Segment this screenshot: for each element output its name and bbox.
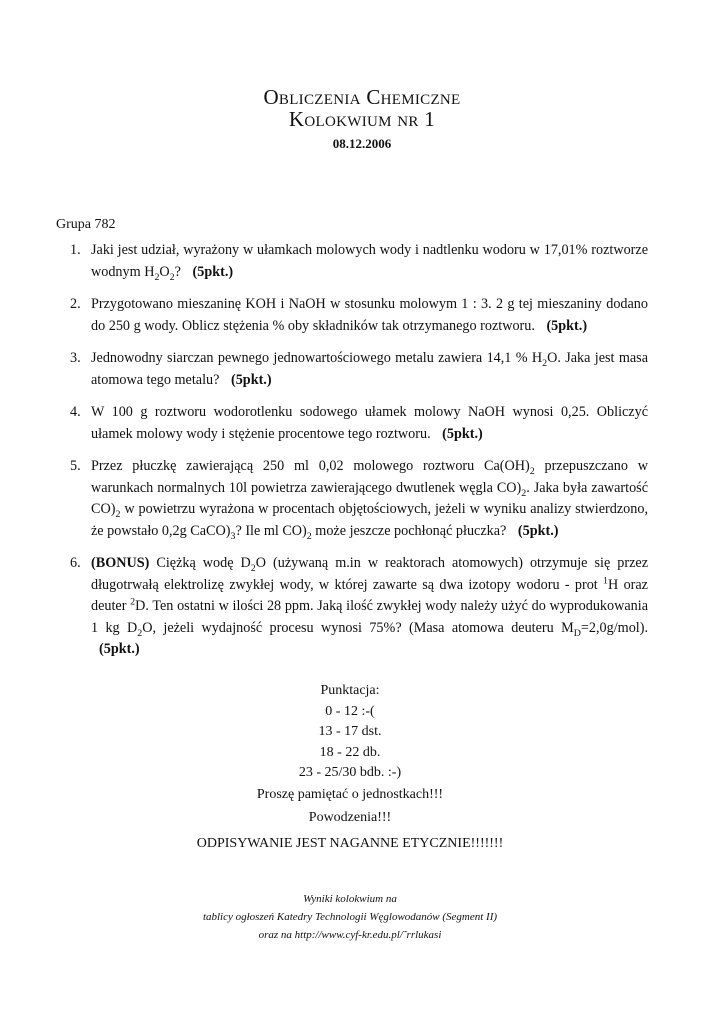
problem-5	[56, 456, 648, 542]
problem-text: . Jaka była zawartość CO)	[91, 479, 648, 517]
problem-number: 2.	[70, 296, 81, 312]
points-label: (5pkt.)	[192, 263, 234, 280]
problem-number: 3.	[70, 350, 81, 366]
footer-line: tablicy ogłoszeń Katedry Technologii Węglowodanów (Segment II)	[202, 911, 498, 923]
problem-number: 4.	[70, 404, 81, 420]
points-label: (5pkt.)	[99, 641, 140, 657]
problem-text: Jaki jest udział, wyrażony w ułamkach molowych wody i nadtlenku wodoru w 17,01% roztworze wodnym H	[91, 242, 648, 280]
problem-text: Ciężką wodę D	[149, 555, 251, 571]
problem-number: 5.	[70, 458, 81, 474]
results-footer	[0, 890, 700, 944]
problem-text: H oraz deuter	[91, 576, 648, 614]
problem-4	[56, 402, 648, 445]
problem-number: 6.	[70, 555, 81, 571]
scoring-line: 13 - 17 dst.	[318, 724, 382, 739]
subscript: 2	[154, 271, 160, 283]
group-label: Grupa 782	[56, 217, 116, 232]
points-label: (5pkt.)	[230, 371, 272, 388]
superscript: 1	[603, 574, 609, 586]
superscript: 2	[130, 596, 136, 608]
problem-text: O. Jaka jest masa atomowa tego metalu?	[91, 350, 648, 388]
scoring-line: 23 - 25/30 bdb. :-)	[298, 765, 402, 780]
exam-date: 08.12.2006	[332, 136, 392, 151]
problem-text: ?	[174, 263, 181, 280]
problem-1	[56, 240, 648, 283]
problem-text: Przygotowano mieszaninę KOH i NaOH w stosunku molowym 1 : 3. 2 g tej mieszaniny dodano do 250 g wody. Oblicz stężenia % oby składników tak otrzymanego roztworu.	[91, 296, 648, 334]
units-reminder: Proszę pamiętać o jednostkach!!!	[256, 787, 444, 802]
subscript: 2	[529, 465, 535, 477]
problem-text: ? Ile ml CO)	[235, 522, 307, 539]
footer-line: Wyniki kolokwium na	[303, 893, 397, 905]
scoring-section	[0, 681, 700, 784]
subscript: 2	[137, 627, 143, 639]
problem-text: Jednowodny siarczan pewnego jednowartościowego metalu zawiera 14,1 % H	[91, 350, 543, 366]
points-label: (5pkt.)	[517, 522, 559, 539]
problem-text: Przez płuczkę zawierającą 250 ml 0,02 molowego roztworu Ca(OH)	[91, 458, 530, 474]
subscript: 3	[230, 530, 236, 542]
problem-text: przepuszczano w warunkach normalnych 10l powietrza zawierającego dwutlenek węgla CO)	[91, 458, 648, 496]
problem-text: =2,0g/mol).	[580, 619, 649, 636]
exam-title: Kolokwium nr 1	[288, 107, 436, 131]
problem-text: O	[159, 263, 170, 280]
good-luck-message: Powodzenia!!!	[308, 810, 392, 825]
problem-text: D. Ten ostatni w ilości 28 ppm. Jaką ilość zwykłej wody należy użyć do wyprodukowania 1 kg D	[91, 598, 648, 636]
cheating-warning: ODPISYWANIE JEST NAGANNE ETYCZNIE!!!!!!!	[196, 836, 504, 851]
scoring-line: 18 - 22 db.	[319, 744, 381, 760]
subscript: 2	[169, 271, 175, 283]
footer-line: oraz na http://www.cyf-kr.edu.pl/˜rrlukasi	[258, 929, 442, 941]
course-title: Obliczenia Chemiczne	[263, 85, 461, 109]
points-label: (5pkt.)	[546, 317, 588, 334]
problem-list	[56, 240, 648, 672]
problem-6	[56, 553, 648, 661]
subscript: D	[573, 627, 581, 639]
bonus-label: (BONUS)	[91, 555, 150, 571]
subscript: 2	[250, 562, 256, 574]
subscript: 2	[306, 530, 312, 542]
subscript: 2	[542, 357, 548, 369]
problem-text: w powietrzu wyrażona w procentach objętościowych, jeżeli w wyniku analizy stwierdzono, że powstało 0,2g CaCO)	[91, 501, 648, 539]
problem-3	[56, 348, 648, 391]
scoring-title: Punktacja:	[320, 683, 380, 698]
scoring-line: 0 - 12 :-(	[325, 703, 375, 719]
problem-text: O, jeżeli wydajność procesu wynosi 75%? (Masa atomowa deuteru M	[142, 619, 574, 636]
subscript: 2	[115, 508, 121, 520]
problem-text: W 100 g roztworu wodorotlenku sodowego ułamek molowy NaOH wynosi 0,25. Obliczyć ułamek molowy wody i stężenie procentowe tego roztworu.	[91, 404, 648, 442]
problem-text: może jeszcze pochłonąć płuczka?	[311, 522, 507, 539]
problem-text: O (używaną m.in w reaktorach atomowych) otrzymuje się przez długotrwałą elektrolizę zwykłej wody, w której zawarte są dwa izotopy wodoru - prot	[91, 555, 648, 593]
points-label: (5pkt.)	[442, 425, 483, 442]
problem-number: 1.	[70, 242, 81, 258]
subscript: 2	[521, 487, 527, 499]
problem-2	[56, 294, 648, 337]
